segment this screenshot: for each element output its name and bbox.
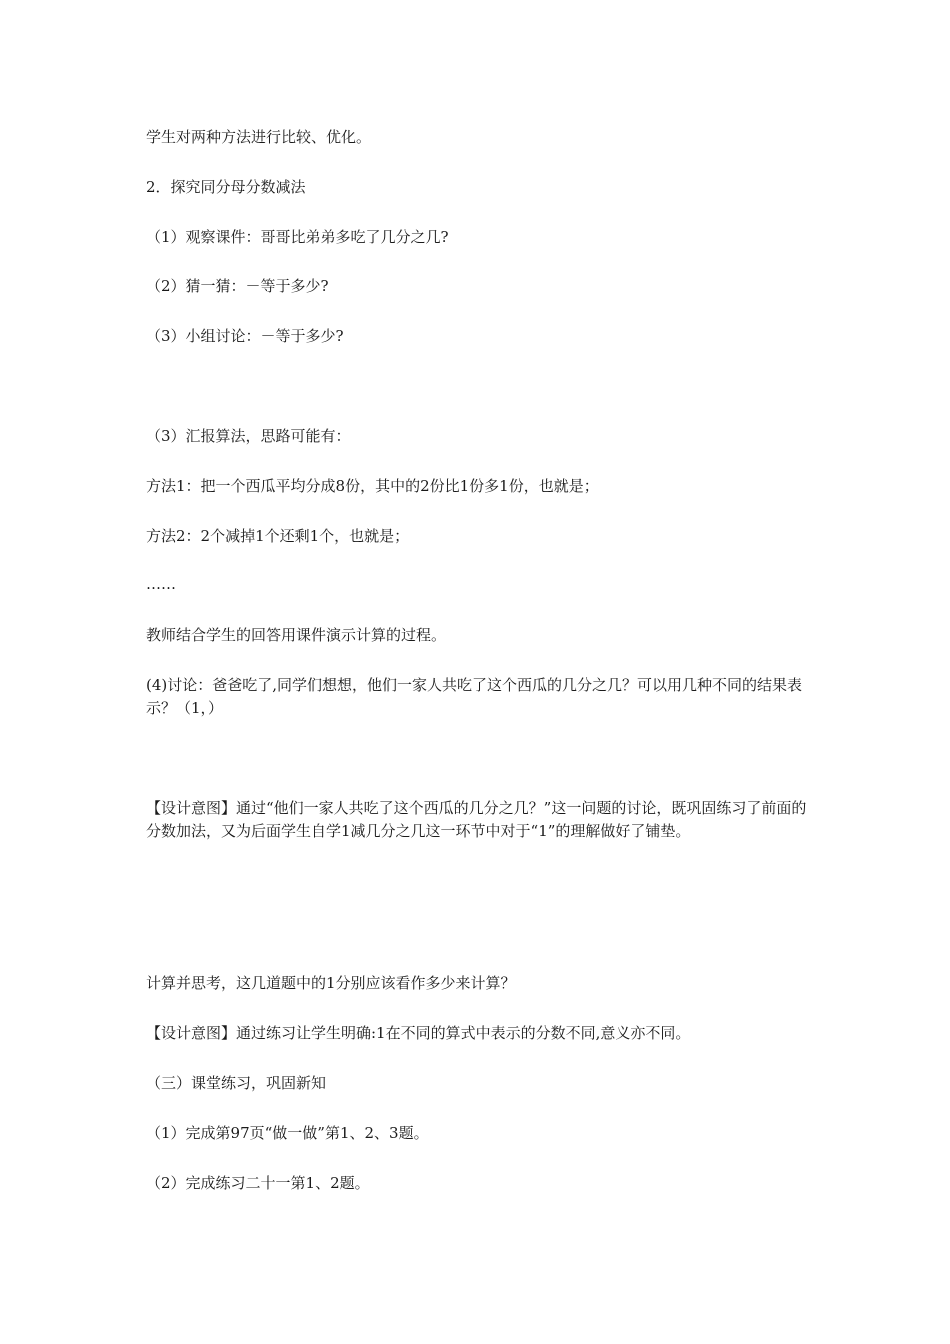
- paragraph-guess: （2）猜一猜：－等于多少?: [146, 277, 329, 295]
- paragraph-class-practice: （三）课堂练习，巩固新知: [146, 1074, 327, 1092]
- paragraph-observe: （1）观察课件：哥哥比弟弟多吃了几分之几?: [146, 228, 449, 246]
- paragraph-method-2: 方法2：2个减掉1个还剩1个，也就是；: [146, 527, 410, 545]
- paragraph-design-intent-1: 【设计意图】通过“他们一家人共吃了这个西瓜的几分之几？”这一问题的讨论，既巩固练习了前面的分数加法，又为后面学生自学1减几分之几这一环节中对于“1”的理解做好了铺垫。: [146, 799, 807, 840]
- paragraph-teacher-demo: 教师结合学生的回答用课件演示计算的过程。: [146, 626, 447, 644]
- paragraph-exercise-1: （1）完成第97页“做一做”第1、2、3题。: [146, 1124, 429, 1142]
- paragraph-exercise-2: （2）完成练习二十一第1、2题。: [146, 1174, 370, 1192]
- paragraph-section-heading: 2．探究同分母分数减法: [146, 178, 306, 196]
- paragraph-ellipsis: ……: [146, 575, 176, 593]
- paragraph-group-discussion: （3）小组讨论：－等于多少?: [146, 327, 344, 345]
- paragraph-design-intent-2: 【设计意图】通过练习让学生明确:1在不同的算式中表示的分数不同,意义亦不同。: [146, 1024, 691, 1042]
- paragraph-method-1: 方法1：把一个西瓜平均分成8份，其中的2份比1份多1份，也就是；: [146, 477, 599, 495]
- paragraph-report-methods: （3）汇报算法，思路可能有：: [146, 427, 351, 445]
- paragraph-calc-think: 计算并思考，这几道题中的1分别应该看作多少来计算？: [146, 974, 516, 992]
- paragraph-discussion-4: (4)讨论：爸爸吃了,同学们想想，他们一家人共吃了这个西瓜的几分之几？可以用几种不同的结果表示？（1，）: [146, 676, 803, 717]
- paragraph-method-compare: 学生对两种方法进行比较、优化。: [146, 128, 372, 146]
